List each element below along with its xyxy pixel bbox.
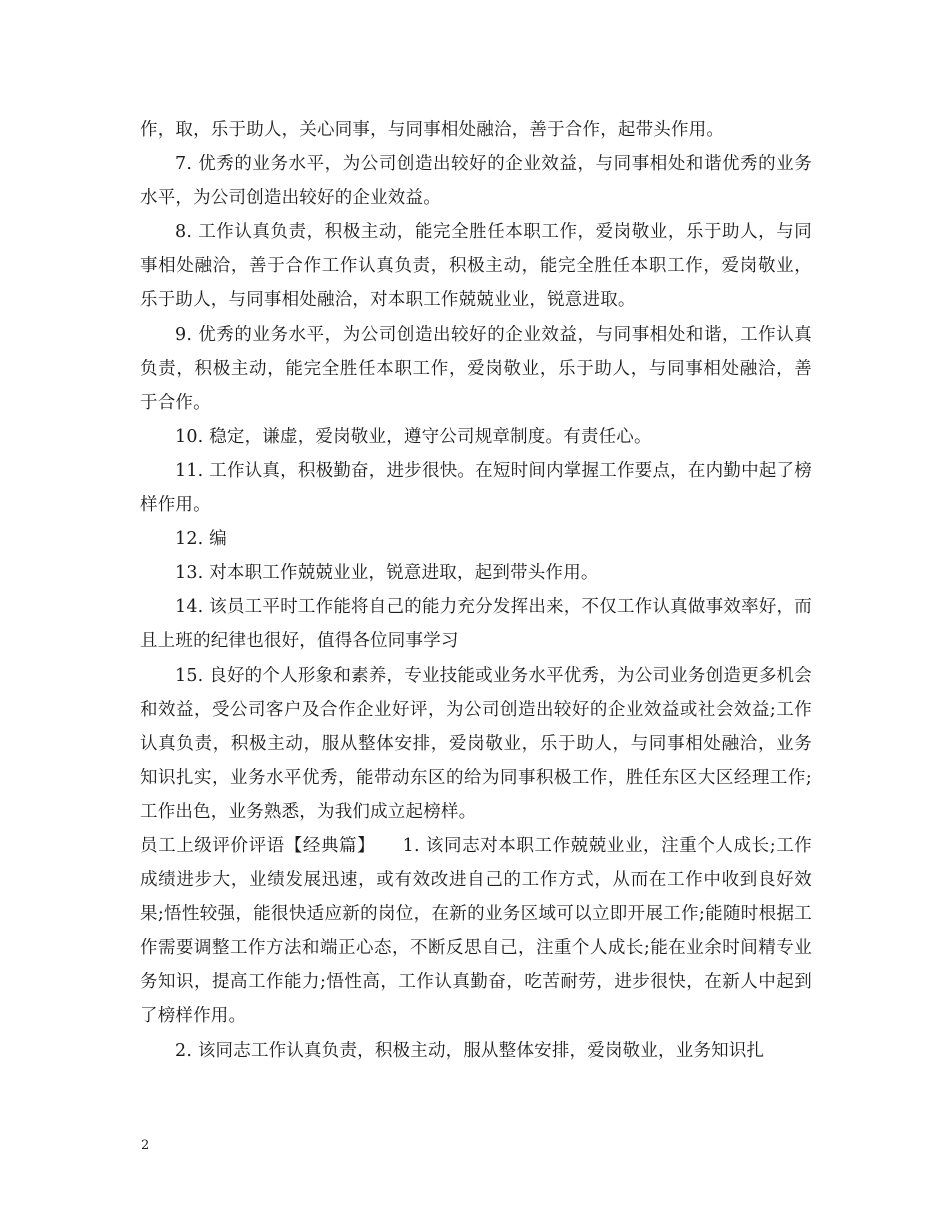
paragraph-item-11: 11. 工作认真，积极勤奋，进步很快。在短时间内掌握工作要点，在内勤中起了榜样作用。	[140, 460, 812, 516]
paragraph-item-12: 12. 编	[175, 529, 227, 550]
paragraph-item-8: 8. 工作认真负责，积极主动，能完全胜任本职工作，爱岗敬业，乐于助人，与同事相处融洽，善于合作工作认真负责，积极主动，能完全胜任本职工作，爱岗敬业，乐于助人，与同事相处融洽，对本职工作兢兢业业，锐意进取。	[140, 222, 812, 311]
section-classic-paragraph-1: 员工上级评价评语【经典篇】 1. 该同志对本职工作兢兢业业，注重个人成长;工作成绩进步大，业绩发展迅速，或有效改进自己的工作方式，从而在工作中收到良好效果;悟性较强，能很快适应新的岗位，在新的业务区域可以立即开展工作;能随时根据工作需要调整工作方法和端正心态，不断反思自己，注重个人成长;能在业余时间精专业务知识，提高工作能力;悟性高，工作认真勤奋，吃苦耐劳，进步很快，在新人中起到了榜样作用。	[140, 835, 812, 1027]
paragraph-item-9: 9. 优秀的业务水平，为公司创造出较好的企业效益，与同事相处和谐，工作认真负责，积极主动，能完全胜任本职工作，爱岗敬业，乐于助人，与同事相处融洽，善于合作。	[140, 324, 812, 413]
page-number: 2	[141, 1138, 150, 1153]
paragraph-item-10: 10. 稳定，谦虚，爱岗敬业，遵守公司规章制度。有责任心。	[175, 426, 652, 447]
document-body	[140, 113, 812, 1068]
paragraph-item-13: 13. 对本职工作兢兢业业，锐意进取，起到带头作用。	[175, 563, 599, 584]
paragraph-continuation: 作，取，乐于助人，关心同事，与同事相处融洽，善于合作，起带头作用。	[140, 120, 725, 140]
paragraph-item-7: 7. 优秀的业务水平，为公司创造出较好的企业效益，与同事相处和谐优秀的业务水平，为公司创造出较好的企业效益。	[140, 154, 812, 209]
paragraph-item-14: 14. 该员工平时工作能将自己的能力充分发挥出来，不仅工作认真做事效率好，而且上班的纪律也很好，值得各位同事学习	[140, 597, 812, 652]
paragraph-item-15: 15. 良好的个人形象和素养，专业技能或业务水平优秀，为公司业务创造更多机会和效益，受公司客户及合作企业好评，为公司创造出较好的企业效益或社会效益;工作认真负责，积极主动，服从整体安排，爱岗敬业，乐于助人，与同事相处融洽，业务知识扎实，业务水平优秀，能带动东区的给为同事积极工作，胜任东区大区经理工作;工作出色，业务熟悉，为我们成立起榜样。	[140, 665, 812, 822]
section-classic-paragraph-2: 2. 该同志工作认真负责，积极主动，服从整体安排，爱岗敬业，业务知识扎	[175, 1040, 765, 1061]
